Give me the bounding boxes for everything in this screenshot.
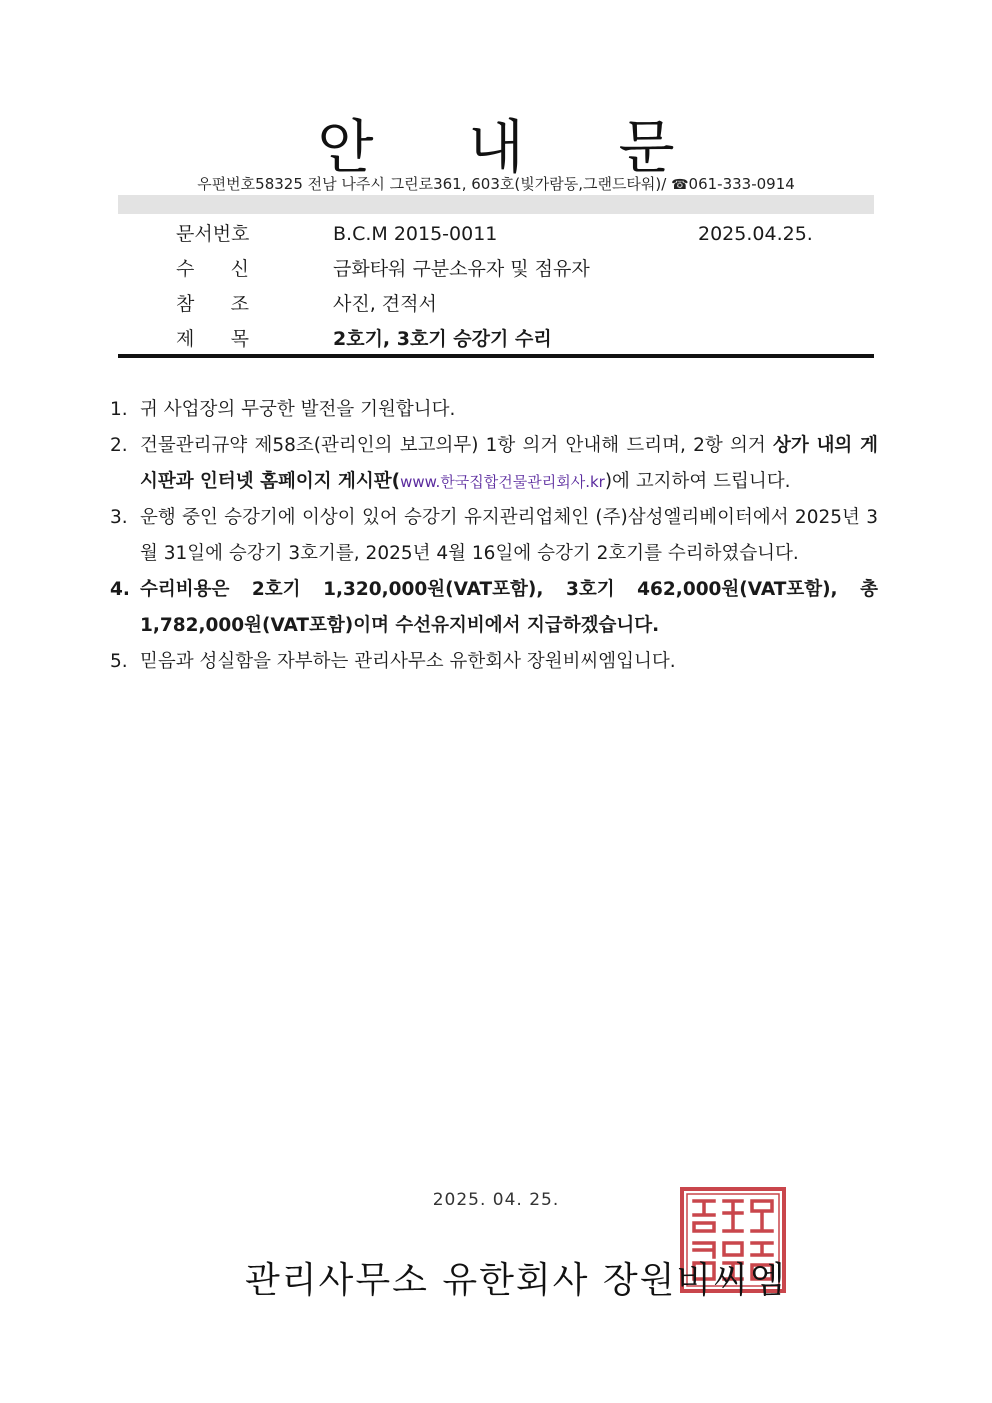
item-number: 5.	[110, 651, 128, 672]
doc-number-row	[118, 217, 874, 252]
item-text: 귀 사업장의 무궁한 발전을 기원합니다.	[140, 399, 456, 420]
item-number: 2.	[110, 435, 128, 456]
item-text-end: )에 고지하여 드립니다.	[604, 471, 791, 492]
subject-row	[118, 322, 874, 357]
item-text: 수리비용은 2호기 1,320,000원(VAT포함), 3호기 462,000원(VAT포함), 총 1,782,000원(VAT포함)이며 수선유지비에서 지급하겠습니다.	[140, 579, 878, 636]
signature-line: 관리사무소 유한회사 장원비씨엠	[245, 1260, 787, 1301]
paren-open: (	[391, 471, 401, 492]
address-text: 우편번호58325 전남 나주시 그린로361, 603호(빛가람동,그랜드타워)/	[197, 175, 672, 193]
reference-row	[118, 287, 874, 322]
item-text: 운행 중인 승강기에 이상이 있어 승강기 유지관리업체인 (주)삼성엘리베이터에서 2025년 3월 31일에 승강기 3호기를, 2025년 4월 16일에 승강기 2호기를 수리하였습니다.	[140, 507, 878, 564]
recipient-value: 금화타워 구분소유자 및 점유자	[333, 258, 590, 280]
list-item	[110, 644, 878, 680]
subject-value: 2호기, 3호기 승강기 수리	[333, 328, 552, 350]
reference-value: 사진, 견적서	[333, 293, 437, 315]
item-text: 믿음과 성실함을 자부하는 관리사무소 유한회사 장원비씨엠입니다.	[140, 651, 676, 672]
doc-date: 2025.04.25.	[698, 223, 813, 245]
notice-body	[110, 392, 878, 680]
phone-number: 061-333-0914	[688, 175, 795, 193]
item-number: 3.	[110, 507, 128, 528]
header-rule	[118, 354, 874, 358]
item-text: 건물관리규약 제58조(관리인의 보고의무) 1항 의거 안내해 드리며, 2항 의거	[140, 435, 774, 456]
document-title: 안 내 문	[317, 113, 713, 181]
document-header	[118, 217, 874, 357]
list-item	[110, 572, 878, 644]
address-line	[0, 173, 992, 194]
homepage-link[interactable]: www.한국집합건물관리회사.kr	[400, 473, 605, 491]
header-divider-bar	[118, 195, 874, 214]
recipient-label: 수 신	[176, 258, 249, 280]
doc-number-label: 문서번호	[176, 223, 250, 245]
subject-label: 제 목	[176, 328, 249, 350]
phone-icon: ☎	[671, 177, 689, 193]
item-bold-text: 상가 내의 게시판과 인터넷 홈페이지 게시판	[140, 435, 878, 492]
list-item	[110, 500, 878, 572]
footer-date: 2025. 04. 25.	[432, 1190, 560, 1210]
list-item	[110, 392, 878, 428]
reference-label: 참 조	[176, 293, 249, 315]
doc-number-value: B.C.M 2015-0011	[333, 223, 498, 245]
recipient-row	[118, 252, 874, 287]
list-item	[110, 428, 878, 500]
item-number: 1.	[110, 399, 128, 420]
item-number: 4.	[110, 579, 130, 600]
